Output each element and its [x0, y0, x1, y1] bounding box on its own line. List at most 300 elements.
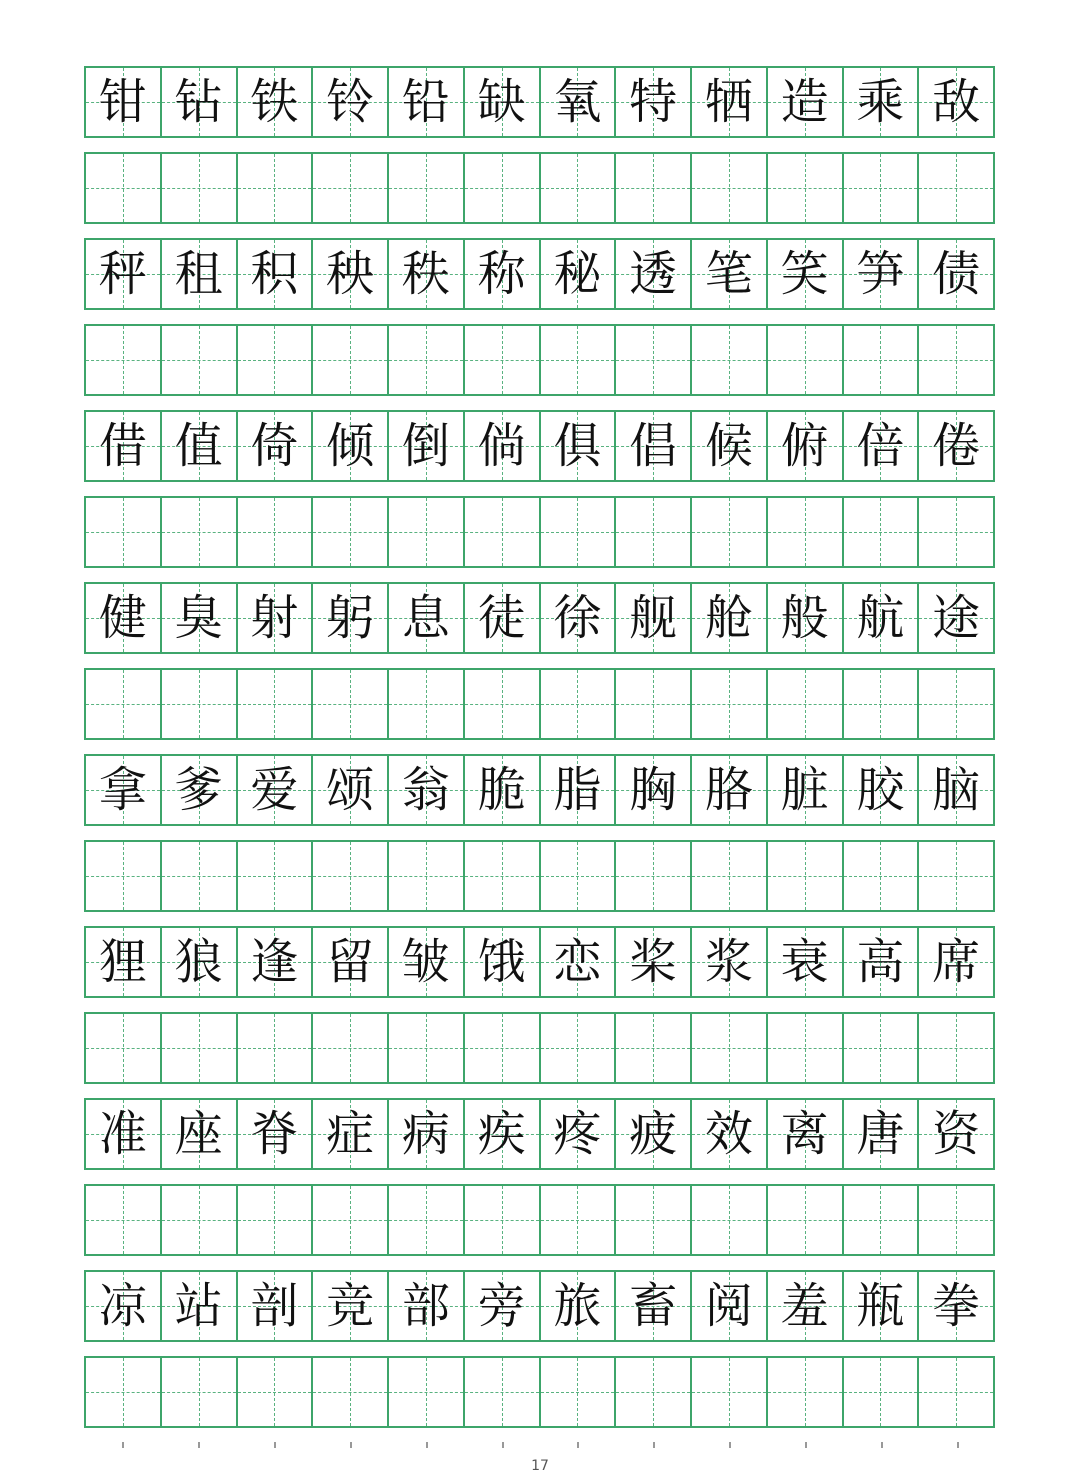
practice-cell — [238, 326, 314, 394]
model-character: 倦 — [932, 418, 981, 474]
practice-cell — [768, 1358, 844, 1426]
practice-cell — [162, 670, 238, 738]
character-cell — [692, 240, 768, 308]
character-cell — [465, 240, 541, 308]
model-character: 钳 — [98, 74, 147, 130]
character-cell — [238, 584, 314, 652]
model-character: 饿 — [477, 934, 526, 990]
practice-cell — [768, 1186, 844, 1254]
character-cell — [86, 240, 162, 308]
practice-cell — [86, 1014, 162, 1082]
model-character: 秤 — [98, 246, 147, 302]
model-character: 爹 — [174, 762, 223, 818]
practice-cell — [389, 842, 465, 910]
model-character: 倚 — [250, 418, 299, 474]
character-cell — [541, 412, 617, 480]
practice-cell — [541, 154, 617, 222]
model-character: 造 — [780, 74, 829, 130]
character-cell — [389, 1100, 465, 1168]
character-row — [84, 238, 995, 310]
model-character: 舱 — [704, 590, 753, 646]
model-character: 竞 — [326, 1278, 375, 1334]
character-cell — [86, 68, 162, 136]
dot-guide — [160, 1440, 236, 1452]
practice-cell — [692, 154, 768, 222]
model-character: 留 — [326, 934, 375, 990]
practice-cell — [465, 1014, 541, 1082]
character-cell — [238, 928, 314, 996]
character-cell — [313, 1100, 389, 1168]
practice-cell — [162, 498, 238, 566]
practice-cell — [238, 1014, 314, 1082]
character-cell — [692, 1100, 768, 1168]
character-cell — [465, 756, 541, 824]
character-cell — [313, 240, 389, 308]
model-character: 症 — [326, 1106, 375, 1162]
practice-cell — [692, 1186, 768, 1254]
character-row — [84, 754, 995, 826]
character-cell — [919, 68, 993, 136]
character-cell — [389, 1272, 465, 1340]
character-cell — [768, 1272, 844, 1340]
model-character: 牺 — [704, 74, 753, 130]
character-cell — [919, 756, 993, 824]
practice-cell — [616, 670, 692, 738]
character-cell — [162, 1272, 238, 1340]
practice-cell — [389, 1358, 465, 1426]
model-character: 息 — [401, 590, 450, 646]
blank-practice-row — [84, 1184, 995, 1256]
practice-cell — [86, 842, 162, 910]
practice-cell — [616, 154, 692, 222]
practice-cell — [86, 1358, 162, 1426]
model-character: 疾 — [477, 1106, 526, 1162]
character-cell — [389, 584, 465, 652]
character-cell — [162, 584, 238, 652]
practice-cell — [162, 1186, 238, 1254]
character-cell — [162, 1100, 238, 1168]
blank-practice-row — [84, 1356, 995, 1428]
practice-cell — [238, 154, 314, 222]
dot-guide — [84, 1440, 160, 1452]
practice-cell — [844, 1186, 920, 1254]
blank-practice-row — [84, 152, 995, 224]
model-character: 唐 — [856, 1106, 905, 1162]
character-cell — [616, 68, 692, 136]
dot-guide — [236, 1440, 312, 1452]
model-character: 特 — [629, 74, 678, 130]
dot-guide — [540, 1440, 616, 1452]
character-cell — [844, 1100, 920, 1168]
model-character: 翁 — [401, 762, 450, 818]
practice-cell — [541, 670, 617, 738]
practice-cell — [919, 1358, 993, 1426]
practice-cell — [692, 326, 768, 394]
model-character: 途 — [932, 590, 981, 646]
blank-practice-row — [84, 668, 995, 740]
character-row — [84, 1270, 995, 1342]
model-character: 凉 — [98, 1278, 147, 1334]
practice-grid-sheet — [84, 66, 995, 1442]
character-row — [84, 1098, 995, 1170]
character-cell — [768, 68, 844, 136]
model-character: 臭 — [174, 590, 223, 646]
character-cell — [616, 412, 692, 480]
practice-cell — [389, 1186, 465, 1254]
model-character: 颂 — [326, 762, 375, 818]
practice-cell — [844, 670, 920, 738]
model-character: 秘 — [553, 246, 602, 302]
practice-cell — [692, 842, 768, 910]
character-cell — [313, 1272, 389, 1340]
character-cell — [541, 68, 617, 136]
character-cell — [692, 756, 768, 824]
model-character: 逢 — [250, 934, 299, 990]
character-cell — [844, 240, 920, 308]
practice-cell — [389, 498, 465, 566]
practice-cell — [768, 842, 844, 910]
model-character: 脆 — [477, 762, 526, 818]
practice-cell — [313, 1358, 389, 1426]
character-cell — [919, 928, 993, 996]
character-row — [84, 66, 995, 138]
practice-cell — [616, 1358, 692, 1426]
character-cell — [692, 928, 768, 996]
model-character: 射 — [250, 590, 299, 646]
model-character: 疼 — [553, 1106, 602, 1162]
dot-guide — [312, 1440, 388, 1452]
model-character: 爱 — [250, 762, 299, 818]
model-character: 脊 — [250, 1106, 299, 1162]
character-cell — [162, 928, 238, 996]
character-cell — [238, 68, 314, 136]
model-character: 航 — [856, 590, 905, 646]
model-character: 俱 — [553, 418, 602, 474]
model-character: 准 — [98, 1106, 147, 1162]
practice-cell — [238, 670, 314, 738]
model-character: 透 — [629, 246, 678, 302]
character-cell — [238, 412, 314, 480]
practice-cell — [844, 1358, 920, 1426]
model-character: 缺 — [477, 74, 526, 130]
practice-cell — [86, 1186, 162, 1254]
practice-cell — [844, 842, 920, 910]
practice-cell — [768, 326, 844, 394]
character-cell — [86, 756, 162, 824]
practice-cell — [919, 1186, 993, 1254]
practice-cell — [465, 670, 541, 738]
character-cell — [541, 1100, 617, 1168]
practice-cell — [844, 1014, 920, 1082]
model-character: 疲 — [629, 1106, 678, 1162]
model-character: 敌 — [932, 74, 981, 130]
model-character: 席 — [932, 934, 981, 990]
practice-cell — [162, 326, 238, 394]
character-cell — [768, 240, 844, 308]
model-character: 阅 — [704, 1278, 753, 1334]
character-cell — [389, 412, 465, 480]
practice-cell — [616, 1186, 692, 1254]
character-cell — [919, 584, 993, 652]
character-cell — [313, 68, 389, 136]
model-character: 脑 — [932, 762, 981, 818]
character-cell — [313, 928, 389, 996]
character-cell — [692, 68, 768, 136]
dot-guide — [843, 1440, 919, 1452]
practice-cell — [389, 326, 465, 394]
character-cell — [389, 240, 465, 308]
character-cell — [768, 584, 844, 652]
practice-cell — [616, 842, 692, 910]
character-cell — [844, 584, 920, 652]
practice-cell — [238, 498, 314, 566]
model-character: 倾 — [326, 418, 375, 474]
character-cell — [768, 928, 844, 996]
practice-cell — [465, 842, 541, 910]
model-character: 效 — [704, 1106, 753, 1162]
dot-guide — [615, 1440, 691, 1452]
practice-cell — [465, 154, 541, 222]
model-character: 积 — [250, 246, 299, 302]
model-character: 胸 — [629, 762, 678, 818]
practice-cell — [768, 1014, 844, 1082]
dot-guide — [464, 1440, 540, 1452]
practice-cell — [389, 1014, 465, 1082]
dot-guide — [919, 1440, 995, 1452]
character-cell — [844, 412, 920, 480]
practice-cell — [238, 1186, 314, 1254]
character-cell — [919, 412, 993, 480]
model-character: 倍 — [856, 418, 905, 474]
model-character: 铅 — [401, 74, 450, 130]
model-character: 氧 — [553, 74, 602, 130]
practice-cell — [541, 326, 617, 394]
model-character: 拿 — [98, 762, 147, 818]
model-character: 俯 — [780, 418, 829, 474]
blank-practice-row — [84, 1012, 995, 1084]
character-cell — [238, 1272, 314, 1340]
practice-cell — [541, 1358, 617, 1426]
character-cell — [465, 1272, 541, 1340]
practice-cell — [541, 498, 617, 566]
model-character: 瓶 — [856, 1278, 905, 1334]
model-character: 浆 — [704, 934, 753, 990]
model-character: 徐 — [553, 590, 602, 646]
character-cell — [86, 584, 162, 652]
model-character: 皱 — [401, 934, 450, 990]
character-cell — [919, 1100, 993, 1168]
dot-guide — [691, 1440, 767, 1452]
practice-cell — [844, 326, 920, 394]
model-character: 病 — [401, 1106, 450, 1162]
model-character: 笋 — [856, 246, 905, 302]
model-character: 徒 — [477, 590, 526, 646]
character-cell — [768, 756, 844, 824]
practice-cell — [389, 154, 465, 222]
practice-cell — [616, 326, 692, 394]
character-cell — [86, 1272, 162, 1340]
character-cell — [844, 68, 920, 136]
practice-cell — [768, 498, 844, 566]
character-cell — [86, 412, 162, 480]
model-character: 般 — [780, 590, 829, 646]
character-cell — [465, 928, 541, 996]
model-character: 剖 — [250, 1278, 299, 1334]
practice-cell — [162, 842, 238, 910]
model-character: 拳 — [932, 1278, 981, 1334]
practice-cell — [162, 1358, 238, 1426]
dot-guide — [388, 1440, 464, 1452]
practice-cell — [162, 1014, 238, 1082]
model-character: 羞 — [780, 1278, 829, 1334]
character-cell — [162, 240, 238, 308]
model-character: 称 — [477, 246, 526, 302]
practice-cell — [919, 670, 993, 738]
character-cell — [465, 412, 541, 480]
model-character: 旅 — [553, 1278, 602, 1334]
practice-cell — [919, 842, 993, 910]
character-cell — [389, 68, 465, 136]
character-cell — [238, 240, 314, 308]
character-cell — [768, 412, 844, 480]
blank-practice-row — [84, 324, 995, 396]
model-character: 资 — [932, 1106, 981, 1162]
model-character: 秩 — [401, 246, 450, 302]
practice-cell — [919, 326, 993, 394]
practice-cell — [465, 1358, 541, 1426]
practice-cell — [919, 498, 993, 566]
model-character: 值 — [174, 418, 223, 474]
page-number: 17 — [531, 1458, 549, 1474]
practice-cell — [465, 326, 541, 394]
character-cell — [465, 1100, 541, 1168]
model-character: 租 — [174, 246, 223, 302]
character-row — [84, 582, 995, 654]
bottom-dot-guides — [84, 1440, 995, 1452]
practice-cell — [919, 1014, 993, 1082]
model-character: 脏 — [780, 762, 829, 818]
character-cell — [616, 240, 692, 308]
model-character: 恋 — [553, 934, 602, 990]
character-cell — [86, 928, 162, 996]
practice-cell — [692, 670, 768, 738]
character-cell — [541, 240, 617, 308]
character-cell — [616, 1100, 692, 1168]
character-cell — [844, 928, 920, 996]
practice-cell — [313, 842, 389, 910]
practice-cell — [238, 1358, 314, 1426]
practice-cell — [313, 670, 389, 738]
model-character: 铁 — [250, 74, 299, 130]
character-cell — [162, 68, 238, 136]
model-character: 钻 — [174, 74, 223, 130]
character-cell — [389, 756, 465, 824]
model-character: 债 — [932, 246, 981, 302]
model-character: 桨 — [629, 934, 678, 990]
practice-cell — [768, 670, 844, 738]
practice-cell — [162, 154, 238, 222]
character-row — [84, 926, 995, 998]
model-character: 狸 — [98, 934, 147, 990]
model-character: 乘 — [856, 74, 905, 130]
practice-cell — [86, 670, 162, 738]
practice-cell — [541, 1186, 617, 1254]
practice-cell — [86, 154, 162, 222]
model-character: 倡 — [629, 418, 678, 474]
practice-cell — [313, 154, 389, 222]
model-character: 胶 — [856, 762, 905, 818]
practice-cell — [313, 326, 389, 394]
character-cell — [844, 1272, 920, 1340]
dot-guide — [767, 1440, 843, 1452]
practice-cell — [844, 154, 920, 222]
character-cell — [238, 1100, 314, 1168]
character-cell — [238, 756, 314, 824]
model-character: 部 — [401, 1278, 450, 1334]
character-cell — [919, 240, 993, 308]
character-cell — [162, 756, 238, 824]
model-character: 候 — [704, 418, 753, 474]
model-character: 胳 — [704, 762, 753, 818]
model-character: 畜 — [629, 1278, 678, 1334]
model-character: 健 — [98, 590, 147, 646]
character-cell — [692, 1272, 768, 1340]
practice-cell — [844, 498, 920, 566]
practice-cell — [389, 670, 465, 738]
character-cell — [541, 756, 617, 824]
model-character: 衰 — [780, 934, 829, 990]
character-cell — [616, 756, 692, 824]
practice-cell — [313, 1014, 389, 1082]
practice-cell — [616, 498, 692, 566]
model-character: 借 — [98, 418, 147, 474]
practice-cell — [692, 1358, 768, 1426]
character-cell — [313, 756, 389, 824]
model-character: 高 — [856, 934, 905, 990]
character-cell — [389, 928, 465, 996]
model-character: 旁 — [477, 1278, 526, 1334]
character-cell — [541, 928, 617, 996]
model-character: 离 — [780, 1106, 829, 1162]
model-character: 狼 — [174, 934, 223, 990]
model-character: 秧 — [326, 246, 375, 302]
practice-cell — [692, 498, 768, 566]
character-cell — [541, 1272, 617, 1340]
character-cell — [616, 1272, 692, 1340]
character-cell — [844, 756, 920, 824]
practice-cell — [541, 1014, 617, 1082]
character-cell — [313, 584, 389, 652]
practice-cell — [692, 1014, 768, 1082]
practice-cell — [86, 498, 162, 566]
model-character: 站 — [174, 1278, 223, 1334]
model-character: 躬 — [326, 590, 375, 646]
character-cell — [465, 68, 541, 136]
model-character: 脂 — [553, 762, 602, 818]
practice-cell — [313, 1186, 389, 1254]
character-cell — [541, 584, 617, 652]
practice-cell — [313, 498, 389, 566]
practice-cell — [465, 1186, 541, 1254]
model-character: 铃 — [326, 74, 375, 130]
practice-cell — [465, 498, 541, 566]
practice-cell — [238, 842, 314, 910]
practice-cell — [541, 842, 617, 910]
model-character: 座 — [174, 1106, 223, 1162]
character-cell — [162, 412, 238, 480]
character-cell — [616, 928, 692, 996]
practice-cell — [616, 1014, 692, 1082]
